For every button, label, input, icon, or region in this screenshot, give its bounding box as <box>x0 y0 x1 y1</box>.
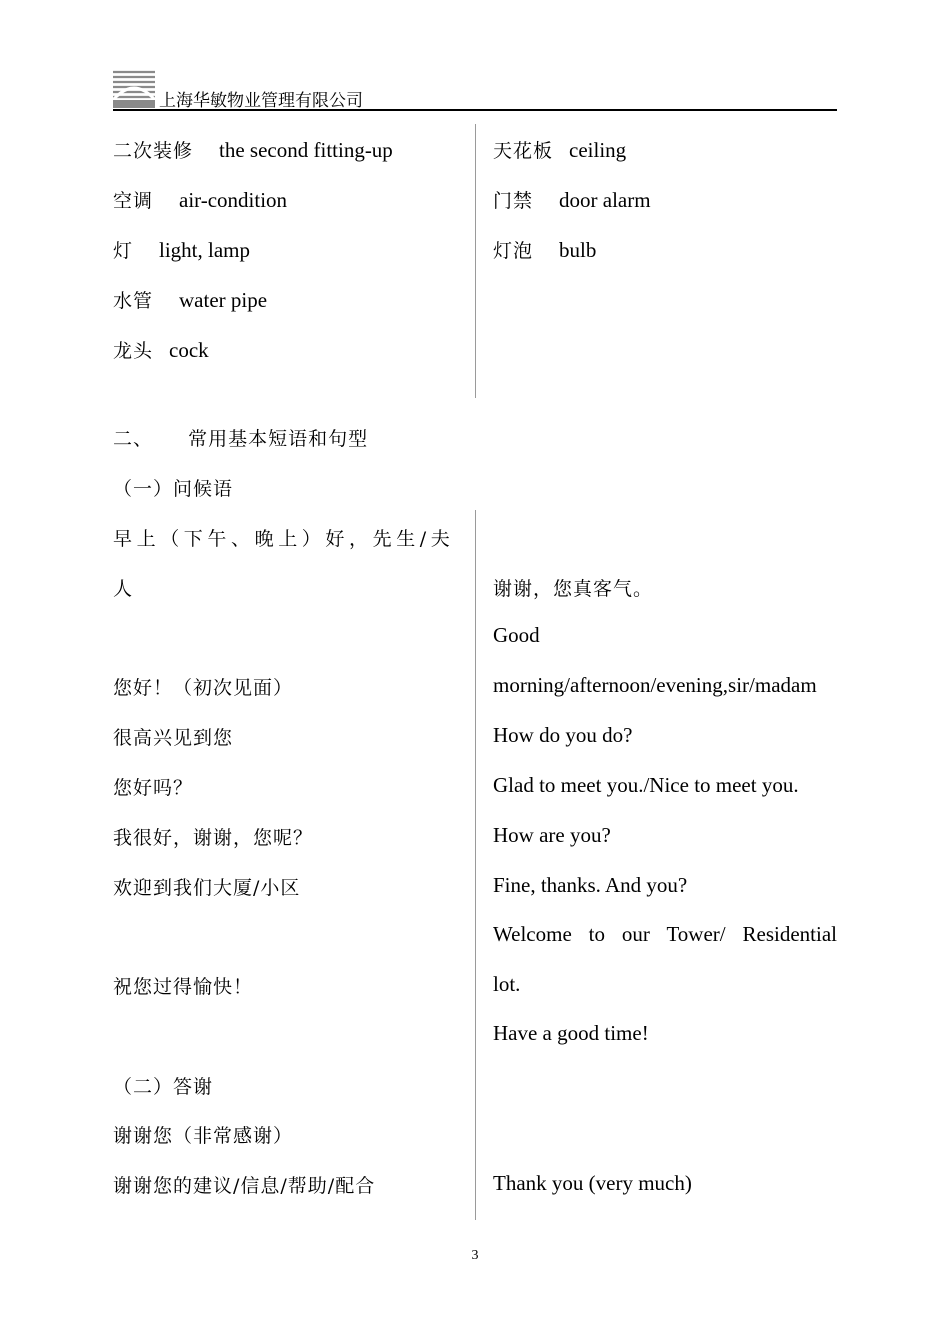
vocab-en: the second fitting-up <box>219 138 393 162</box>
section-number: 二、 <box>113 428 154 450</box>
vocab-en: cock <box>169 338 209 362</box>
vocab-row <box>493 136 626 163</box>
phrase-cn: 我很好，谢谢，您呢？ <box>113 827 314 849</box>
vocab-en: ceiling <box>569 138 627 162</box>
vocab-row <box>113 236 250 263</box>
company-logo <box>113 68 155 108</box>
phrase-cn: 很高兴见到您 <box>113 727 234 749</box>
vocab-en: door alarm <box>559 188 651 212</box>
company-name: 上海华敏物业管理有限公司 <box>159 91 363 111</box>
vocab-cn: 灯泡 <box>493 240 534 262</box>
vocab-en: bulb <box>559 238 597 262</box>
phrase-cn: 谢谢您（非常感谢） <box>113 1125 294 1147</box>
subsection-greetings: （一）问候语 <box>113 478 234 500</box>
vocab-en: water pipe <box>179 288 268 312</box>
phrase-en: How do you do? <box>493 723 633 747</box>
phrase-cn: 您好！（初次见面） <box>113 677 294 699</box>
vocab-row <box>113 186 287 213</box>
phrase-en: Have a good time! <box>493 1021 649 1045</box>
section-heading <box>113 424 368 451</box>
phrase-cn: 您好吗？ <box>113 777 194 799</box>
vocab-row <box>113 336 209 363</box>
vocab-cn: 天花板 <box>493 140 554 162</box>
phrase-cn: 人 <box>113 578 134 600</box>
vocab-cn: 二次装修 <box>113 140 194 162</box>
logo-graphic-icon <box>113 68 155 108</box>
vocab-en: air-condition <box>179 188 288 212</box>
phrase-en: Thank you (very much) <box>493 1171 692 1195</box>
page-number: 3 <box>471 1248 479 1263</box>
phrase-cn: 祝您过得愉快！ <box>113 976 254 998</box>
phrase-en: How are you? <box>493 823 611 847</box>
phrase-en: Good <box>493 623 540 647</box>
phrase-cn: 欢迎到我们大厦/小区 <box>113 877 301 899</box>
vocab-en: light, lamp <box>159 238 251 262</box>
vocab-cn: 水管 <box>113 290 154 312</box>
phrase-cn: 早上（下午、晚上）好，先生/夫 <box>113 528 455 550</box>
vocab-cn: 灯 <box>113 240 134 262</box>
section-title: 常用基本短语和句型 <box>188 428 369 450</box>
vocab-row <box>113 286 267 313</box>
phrase-en: Fine, thanks. And you? <box>493 873 688 897</box>
phrase-en: Welcome to our Tower/ Residential <box>493 922 837 946</box>
vocab-row <box>113 136 393 163</box>
header-divider <box>113 109 837 111</box>
phrase-right: 谢谢，您真客气。 <box>493 578 654 600</box>
vocab-cn: 空调 <box>113 190 154 212</box>
phrases-column-divider <box>475 510 476 1220</box>
phrase-en: lot. <box>493 972 521 996</box>
phrase-en: Glad to meet you./Nice to meet you. <box>493 773 799 797</box>
phrase-cn: 谢谢您的建议/信息/帮助/配合 <box>113 1175 376 1197</box>
vocab-row <box>493 186 651 213</box>
subsection-thanks: （二）答谢 <box>113 1076 214 1098</box>
vocab-row <box>493 236 596 263</box>
vocab-cn: 龙头 <box>113 340 154 362</box>
phrase-en: morning/afternoon/evening,sir/madam <box>493 673 817 697</box>
vocab-cn: 门禁 <box>493 190 534 212</box>
vocab-column-divider <box>475 124 476 398</box>
